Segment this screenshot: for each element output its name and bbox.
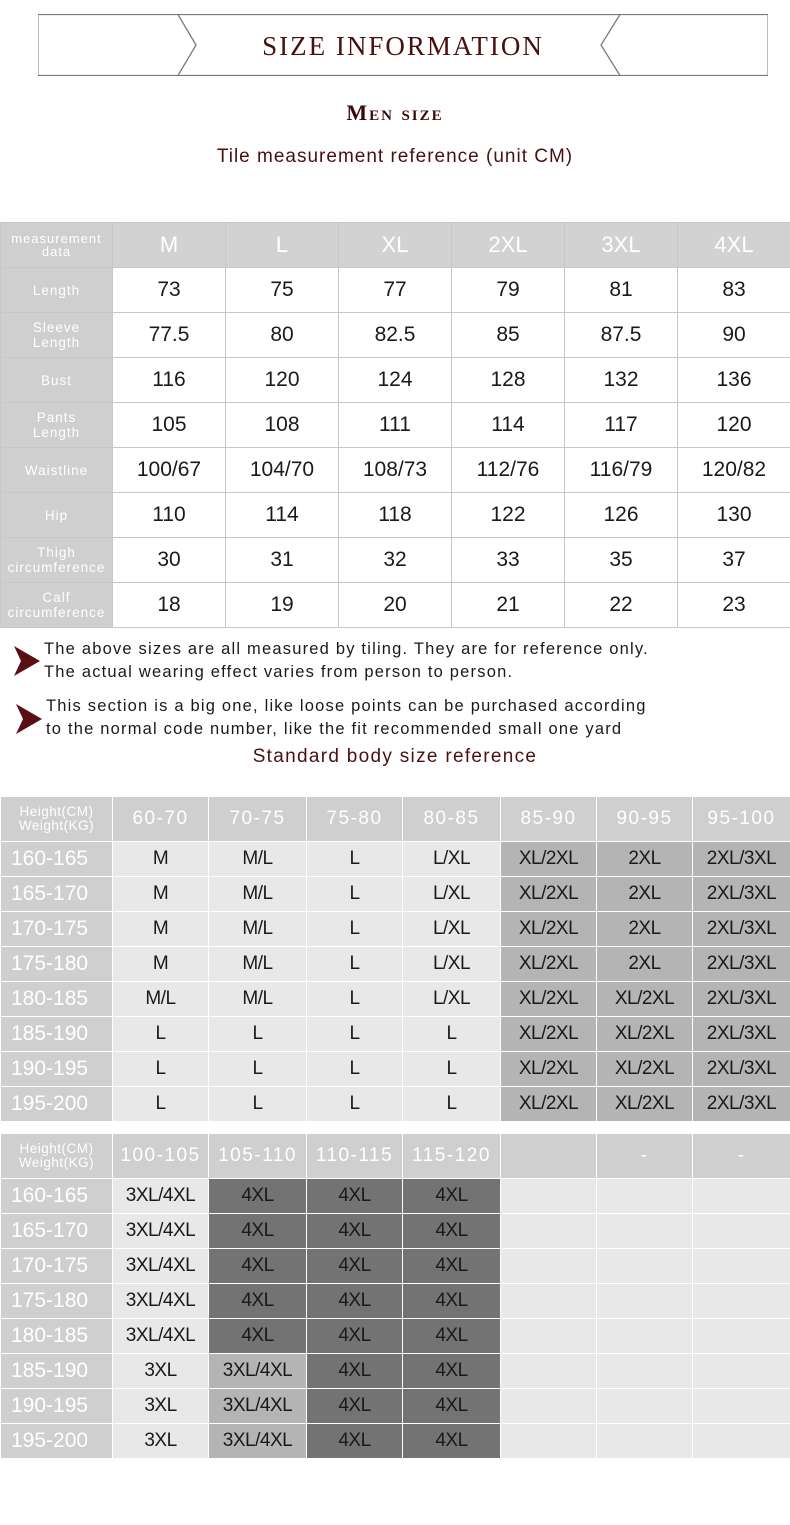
note-tiling (44, 638, 649, 684)
measurement-value: 75 (226, 268, 339, 313)
weight-range-header: 115-120 (403, 1134, 501, 1179)
recommended-size-cell: 4XL (307, 1354, 403, 1389)
height-range-label: 185-190 (1, 1354, 113, 1389)
measurement-value: 35 (565, 538, 678, 583)
measurement-value: 116/79 (565, 448, 678, 493)
measurement-label-line: Thigh (37, 545, 76, 560)
body-size-header-row (1, 1134, 790, 1179)
recommended-size-cell: 4XL (307, 1214, 403, 1249)
size-header: 3XL (565, 223, 678, 268)
weight-range-header: 100-105 (113, 1134, 209, 1179)
measurement-row (1, 358, 790, 403)
measurement-subtitle: Tile measurement reference (unit CM) (216, 146, 574, 167)
measurement-value: 111 (339, 403, 452, 448)
measurement-value: 80 (226, 313, 339, 358)
body-size-row (1, 982, 790, 1017)
triangle-arrow-icon (16, 704, 42, 734)
measurement-label-line: Calf (42, 590, 71, 605)
recommended-size-cell: 4XL (307, 1179, 403, 1214)
body-size-row (1, 1214, 790, 1249)
weight-range-header: 75-80 (307, 797, 403, 842)
recommended-size-cell: M/L (209, 842, 307, 877)
recommended-size-cell: 2XL/3XL (693, 1087, 790, 1122)
measurement-table (0, 222, 790, 628)
body-size-row (1, 842, 790, 877)
body-size-row (1, 877, 790, 912)
measurement-value: 124 (339, 358, 452, 403)
measurement-row (1, 538, 790, 583)
recommended-size-cell: 4XL (403, 1179, 501, 1214)
recommended-size-cell: XL/2XL (501, 1087, 597, 1122)
weight-range-header: - (597, 1134, 693, 1179)
recommended-size-cell (597, 1319, 693, 1354)
size-information-banner (38, 14, 768, 76)
weight-range-header: 90-95 (597, 797, 693, 842)
measurement-row (1, 268, 790, 313)
weight-range-header (501, 1134, 597, 1179)
measurement-value: 105 (113, 403, 226, 448)
height-range-label: 170-175 (1, 1249, 113, 1284)
measurement-value: 30 (113, 538, 226, 583)
measurement-value: 128 (452, 358, 565, 403)
measurement-value: 31 (226, 538, 339, 583)
recommended-size-cell: 4XL (209, 1319, 307, 1354)
height-weight-corner (1, 797, 113, 842)
body-size-table-2 (0, 1133, 790, 1459)
recommended-size-cell: 3XL/4XL (209, 1424, 307, 1459)
recommended-size-cell: 2XL/3XL (693, 912, 790, 947)
recommended-size-cell: 3XL/4XL (113, 1179, 209, 1214)
weight-range-header: 60-70 (113, 797, 209, 842)
recommended-size-cell: 2XL (597, 842, 693, 877)
weight-range-header: - (693, 1134, 790, 1179)
recommended-size-cell: 2XL (597, 912, 693, 947)
recommended-size-cell: 4XL (307, 1249, 403, 1284)
measurement-value: 81 (565, 268, 678, 313)
recommended-size-cell: L (209, 1087, 307, 1122)
recommended-size-cell: 4XL (307, 1319, 403, 1354)
measurement-value: 110 (113, 493, 226, 538)
corner-label-line: Height(CM) (19, 1141, 94, 1156)
recommended-size-cell: 3XL/4XL (209, 1354, 307, 1389)
height-range-label: 180-185 (1, 982, 113, 1017)
triangle-arrow-icon (14, 646, 40, 676)
recommended-size-cell: XL/2XL (501, 1052, 597, 1087)
recommended-size-cell: L (403, 1017, 501, 1052)
body-size-row (1, 1319, 790, 1354)
recommended-size-cell: 4XL (403, 1319, 501, 1354)
recommended-size-cell: 3XL/4XL (113, 1214, 209, 1249)
recommended-size-cell: 4XL (307, 1424, 403, 1459)
height-range-label: 195-200 (1, 1424, 113, 1459)
measurement-value: 37 (678, 538, 790, 583)
measurement-value: 120 (226, 358, 339, 403)
size-header: 2XL (452, 223, 565, 268)
recommended-size-cell: XL/2XL (597, 982, 693, 1017)
recommended-size-cell: 4XL (403, 1214, 501, 1249)
recommended-size-cell: L (307, 842, 403, 877)
height-range-label: 160-165 (1, 842, 113, 877)
body-size-row (1, 912, 790, 947)
measurement-value: 104/70 (226, 448, 339, 493)
recommended-size-cell: XL/2XL (501, 1017, 597, 1052)
note-fit-line2: to the normal code number, like the fit recommended small one yard (46, 720, 623, 738)
recommended-size-cell (693, 1354, 790, 1389)
size-header: 4XL (678, 223, 790, 268)
measurement-label (1, 313, 113, 358)
recommended-size-cell (693, 1389, 790, 1424)
standard-body-size-heading: Standard body size reference (252, 746, 538, 767)
measurement-label-line: Hip (44, 507, 69, 523)
recommended-size-cell: 4XL (307, 1389, 403, 1424)
recommended-size-cell: L (307, 1052, 403, 1087)
height-range-label: 175-180 (1, 1284, 113, 1319)
measurement-value: 112/76 (452, 448, 565, 493)
recommended-size-cell: M/L (209, 947, 307, 982)
recommended-size-cell: 4XL (403, 1249, 501, 1284)
recommended-size-cell: L (209, 1017, 307, 1052)
recommended-size-cell: L (307, 1087, 403, 1122)
recommended-size-cell: L/XL (403, 842, 501, 877)
measurement-value: 73 (113, 268, 226, 313)
body-size-row (1, 1389, 790, 1424)
body-size-row (1, 1087, 790, 1122)
recommended-size-cell: L (307, 877, 403, 912)
recommended-size-cell: 4XL (209, 1284, 307, 1319)
measurement-row (1, 403, 790, 448)
measurement-row (1, 493, 790, 538)
measurement-value: 90 (678, 313, 790, 358)
recommended-size-cell: 4XL (403, 1284, 501, 1319)
height-range-label: 185-190 (1, 1017, 113, 1052)
recommended-size-cell: M (113, 947, 209, 982)
recommended-size-cell (693, 1424, 790, 1459)
recommended-size-cell: 4XL (209, 1214, 307, 1249)
height-range-label: 165-170 (1, 877, 113, 912)
recommended-size-cell (693, 1214, 790, 1249)
recommended-size-cell: L (113, 1052, 209, 1087)
corner-label-line: Weight(KG) (18, 1155, 95, 1170)
recommended-size-cell: M/L (209, 877, 307, 912)
measurement-value: 114 (226, 493, 339, 538)
measurement-label-line: Pants (36, 410, 77, 425)
height-range-label: 165-170 (1, 1214, 113, 1249)
recommended-size-cell (597, 1179, 693, 1214)
recommended-size-cell (693, 1179, 790, 1214)
recommended-size-cell: 3XL (113, 1389, 209, 1424)
measurement-value: 19 (226, 583, 339, 628)
recommended-size-cell: 3XL/4XL (113, 1249, 209, 1284)
height-range-label: 170-175 (1, 912, 113, 947)
recommended-size-cell: L/XL (403, 947, 501, 982)
measurement-label (1, 358, 113, 403)
measurement-value: 77 (339, 268, 452, 313)
measurement-value: 85 (452, 313, 565, 358)
measurement-value: 108 (226, 403, 339, 448)
measurement-value: 100/67 (113, 448, 226, 493)
body-size-table-1 (0, 796, 790, 1122)
measurement-label (1, 448, 113, 493)
corner-label-line: data (41, 244, 72, 259)
recommended-size-cell: XL/2XL (501, 982, 597, 1017)
recommended-size-cell (501, 1179, 597, 1214)
measurement-value: 118 (339, 493, 452, 538)
weight-range-header: 105-110 (209, 1134, 307, 1179)
recommended-size-cell: 2XL/3XL (693, 982, 790, 1017)
recommended-size-cell: 2XL/3XL (693, 1017, 790, 1052)
measurement-value: 83 (678, 268, 790, 313)
recommended-size-cell: XL/2XL (597, 1087, 693, 1122)
recommended-size-cell: L/XL (403, 877, 501, 912)
body-size-row (1, 1052, 790, 1087)
measurement-value: 108/73 (339, 448, 452, 493)
measurement-value: 33 (452, 538, 565, 583)
recommended-size-cell (501, 1424, 597, 1459)
corner-label-line: Height(CM) (19, 804, 94, 819)
measurement-value: 122 (452, 493, 565, 538)
recommended-size-cell: M/L (113, 982, 209, 1017)
body-size-row (1, 947, 790, 982)
measurement-label (1, 583, 113, 628)
recommended-size-cell: 2XL/3XL (693, 842, 790, 877)
recommended-size-cell: XL/2XL (597, 1017, 693, 1052)
measurement-row (1, 583, 790, 628)
body-size-row (1, 1284, 790, 1319)
height-weight-corner (1, 1134, 113, 1179)
men-size-heading: Men size (346, 100, 444, 125)
measurement-row (1, 448, 790, 493)
note-tiling-line2: The actual wearing effect varies from person to person. (44, 663, 514, 681)
recommended-size-cell (597, 1249, 693, 1284)
recommended-size-cell: XL/2XL (501, 877, 597, 912)
recommended-size-cell (693, 1319, 790, 1354)
measurement-label-line: circumference (7, 560, 106, 575)
weight-range-header: 85-90 (501, 797, 597, 842)
measurement-value: 21 (452, 583, 565, 628)
weight-range-header: 110-115 (307, 1134, 403, 1179)
body-size-row (1, 1424, 790, 1459)
body-size-row (1, 1249, 790, 1284)
recommended-size-cell (597, 1214, 693, 1249)
body-size-header-row (1, 797, 790, 842)
recommended-size-cell: M (113, 877, 209, 912)
measurement-label-line: circumference (7, 605, 106, 620)
measurement-value: 120/82 (678, 448, 790, 493)
measurement-value: 82.5 (339, 313, 452, 358)
recommended-size-cell: L (307, 912, 403, 947)
body-size-row (1, 1179, 790, 1214)
body-size-row (1, 1017, 790, 1052)
measurement-label-line: Bust (40, 372, 72, 388)
measurement-value: 20 (339, 583, 452, 628)
recommended-size-cell (501, 1249, 597, 1284)
size-header: XL (339, 223, 452, 268)
measurement-value: 116 (113, 358, 226, 403)
recommended-size-cell: L (403, 1052, 501, 1087)
recommended-size-cell: 3XL/4XL (113, 1319, 209, 1354)
recommended-size-cell: M/L (209, 912, 307, 947)
measurement-value: 87.5 (565, 313, 678, 358)
recommended-size-cell (501, 1389, 597, 1424)
recommended-size-cell: 2XL/3XL (693, 877, 790, 912)
recommended-size-cell: 3XL/4XL (209, 1389, 307, 1424)
measurement-value: 132 (565, 358, 678, 403)
recommended-size-cell: M/L (209, 982, 307, 1017)
recommended-size-cell: 4XL (209, 1249, 307, 1284)
recommended-size-cell (501, 1214, 597, 1249)
measurement-label (1, 268, 113, 313)
recommended-size-cell (693, 1284, 790, 1319)
recommended-size-cell: 2XL/3XL (693, 1052, 790, 1087)
size-header: L (226, 223, 339, 268)
corner-label-line: measurement (11, 231, 102, 246)
recommended-size-cell: L/XL (403, 982, 501, 1017)
height-range-label: 160-165 (1, 1179, 113, 1214)
recommended-size-cell: 4XL (403, 1389, 501, 1424)
recommended-size-cell: 4XL (307, 1284, 403, 1319)
measurement-value: 18 (113, 583, 226, 628)
size-header: M (113, 223, 226, 268)
recommended-size-cell: XL/2XL (501, 912, 597, 947)
measurement-row (1, 313, 790, 358)
recommended-size-cell: 2XL (597, 877, 693, 912)
recommended-size-cell (597, 1424, 693, 1459)
recommended-size-cell: L (403, 1087, 501, 1122)
recommended-size-cell: L (113, 1087, 209, 1122)
height-range-label: 195-200 (1, 1087, 113, 1122)
recommended-size-cell: 4XL (209, 1179, 307, 1214)
recommended-size-cell: XL/2XL (597, 1052, 693, 1087)
recommended-size-cell (693, 1249, 790, 1284)
measurement-value: 114 (452, 403, 565, 448)
recommended-size-cell: 3XL (113, 1354, 209, 1389)
recommended-size-cell: 3XL/4XL (113, 1284, 209, 1319)
recommended-size-cell: 3XL (113, 1424, 209, 1459)
measurement-value: 117 (565, 403, 678, 448)
measurement-label-line: Length (32, 335, 81, 350)
measurement-value: 130 (678, 493, 790, 538)
measurement-label-line: Length (32, 282, 81, 298)
measurement-value: 22 (565, 583, 678, 628)
recommended-size-cell: XL/2XL (501, 842, 597, 877)
weight-range-header: 95-100 (693, 797, 790, 842)
recommended-size-cell: M (113, 912, 209, 947)
recommended-size-cell: 2XL (597, 947, 693, 982)
measurement-value: 79 (452, 268, 565, 313)
recommended-size-cell: L (209, 1052, 307, 1087)
measurement-value: 120 (678, 403, 790, 448)
measurement-label (1, 403, 113, 448)
recommended-size-cell: 4XL (403, 1354, 501, 1389)
recommended-size-cell: L (307, 982, 403, 1017)
measurement-label-line: Waistline (24, 462, 89, 478)
recommended-size-cell: L (307, 947, 403, 982)
recommended-size-cell: L/XL (403, 912, 501, 947)
body-size-row (1, 1354, 790, 1389)
measurement-value: 77.5 (113, 313, 226, 358)
measurement-label (1, 493, 113, 538)
recommended-size-cell (501, 1319, 597, 1354)
measurement-header-row (1, 223, 790, 268)
measurement-label (1, 538, 113, 583)
recommended-size-cell (597, 1354, 693, 1389)
measurement-value: 32 (339, 538, 452, 583)
corner-label-line: Weight(KG) (18, 818, 95, 833)
note-fit-line1: This section is a big one, like loose points can be purchased according (46, 697, 647, 715)
recommended-size-cell (501, 1284, 597, 1319)
banner-title: SIZE INFORMATION (262, 31, 544, 61)
measurement-corner-label (1, 223, 113, 268)
measurement-value: 126 (565, 493, 678, 538)
recommended-size-cell: M (113, 842, 209, 877)
measurement-label-line: Length (32, 425, 81, 440)
weight-range-header: 80-85 (403, 797, 501, 842)
recommended-size-cell (597, 1284, 693, 1319)
recommended-size-cell: 4XL (403, 1424, 501, 1459)
measurement-value: 23 (678, 583, 790, 628)
height-range-label: 180-185 (1, 1319, 113, 1354)
measurement-value: 136 (678, 358, 790, 403)
recommended-size-cell: XL/2XL (501, 947, 597, 982)
recommended-size-cell: 2XL/3XL (693, 947, 790, 982)
recommended-size-cell (501, 1354, 597, 1389)
recommended-size-cell: L (307, 1017, 403, 1052)
note-fit (46, 695, 647, 741)
height-range-label: 190-195 (1, 1052, 113, 1087)
height-range-label: 190-195 (1, 1389, 113, 1424)
recommended-size-cell: L (113, 1017, 209, 1052)
weight-range-header: 70-75 (209, 797, 307, 842)
recommended-size-cell (597, 1389, 693, 1424)
height-range-label: 175-180 (1, 947, 113, 982)
measurement-label-line: Sleeve (32, 320, 81, 335)
note-tiling-line1: The above sizes are all measured by tiling. They are for reference only. (44, 640, 649, 658)
